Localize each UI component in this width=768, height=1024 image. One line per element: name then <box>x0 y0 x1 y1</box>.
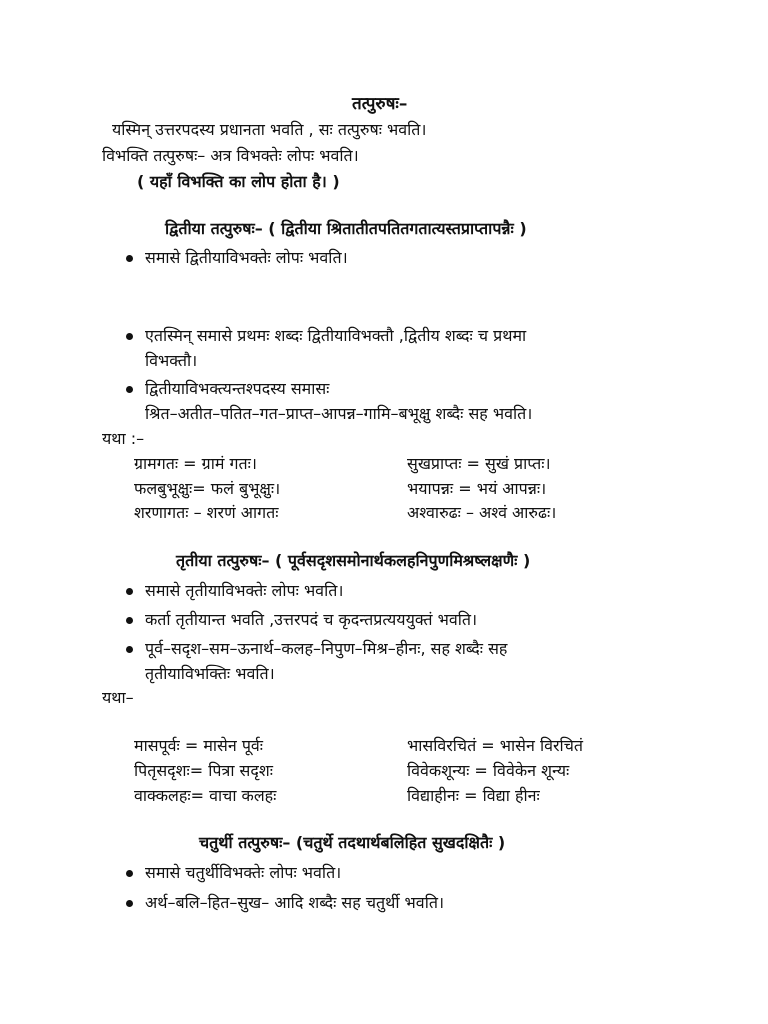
tritiya-heading: तृतीया तत्पुरुषः– ( पूर्वसदृशसमोनार्थकलहनिपुणमिश्रष्लक्षणैः ) <box>176 551 531 570</box>
bullet-icon <box>126 386 133 393</box>
tritiya-yatha: यथा– <box>102 688 134 707</box>
dvitiya-example-right: सुखप्राप्तः = सुखं प्राप्तः। <box>407 454 551 473</box>
dvitiya-bullet-3-line-1: द्वितीयाविभक्त्यन्तश्पदस्य समासः <box>145 379 330 398</box>
tritiya-example-left: मासपूर्वः = मासेन पूर्वः <box>134 736 264 755</box>
chaturthi-bullet-1: समासे चतुर्थीविभक्तेः लोपः भवति। <box>145 863 342 882</box>
section-title-tatpurusha: तत्पुरुषः– <box>352 94 408 114</box>
vibhakti-tatpurusha-line: विभक्ति तत्पुरुषः– अत्र विभक्तेः लोपः भवति। <box>102 146 359 165</box>
tritiya-example-left: वाक्कलहः= वाचा कलहः <box>134 786 277 805</box>
tritiya-bullet-1: समासे तृतीयाविभक्तेः लोपः भवति। <box>145 581 344 600</box>
dvitiya-bullet-2-line-2: विभक्तौ। <box>145 351 198 370</box>
tatpurusha-definition: यस्मिन् उत्तरपदस्य प्रधानता भवति , सः तत्पुरुषः भवति। <box>112 120 427 139</box>
dvitiya-example-left: ग्रामगतः = ग्रामं गतः। <box>134 454 257 473</box>
dvitiya-example-left: फलबुभूक्षुः= फलं बुभूक्षुः। <box>134 479 281 498</box>
dvitiya-example-right: भयापन्नः = भयं आपन्नः। <box>407 479 547 498</box>
dvitiya-heading: द्वितीया तत्पुरुषः– ( द्वितीया श्रितातीतपतितगतात्यस्तप्राप्तापन्नैः ) <box>165 219 527 238</box>
dvitiya-example-left: शरणागतः – शरणं आगतः <box>134 503 279 522</box>
tritiya-example-right: भासविरचितं = भासेन विरचितं <box>407 736 583 755</box>
bullet-icon <box>126 255 133 262</box>
dvitiya-yatha: यथा :– <box>102 429 145 448</box>
hindi-note: ( यहाँ विभक्ति का लोप होता है। ) <box>137 172 340 191</box>
bullet-icon <box>126 333 133 340</box>
bullet-icon <box>126 646 133 653</box>
dvitiya-bullet-2-line-1: एतस्मिन् समासे प्रथमः शब्दः द्वितीयाविभक्तौ ,द्वितीय शब्दः च प्रथमा <box>145 326 527 345</box>
bullet-icon <box>126 617 133 624</box>
dvitiya-bullet-1: समासे द्वितीयाविभक्तेः लोपः भवति। <box>145 248 348 267</box>
tritiya-example-right: विवेकशून्यः = विवेकेन शून्यः <box>407 761 570 780</box>
bullet-icon <box>126 588 133 595</box>
chaturthi-heading: चतुर्थी तत्पुरुषः– (चतुर्थे तदथार्थबलिहित सुखदक्षितैः ) <box>199 833 506 852</box>
dvitiya-bullet-3-line-2: श्रित–अतीत–पतित–गत–प्राप्त–आपन्न–गामि–बभूक्षु शब्दैः सह भवति। <box>145 404 533 423</box>
bullet-icon <box>126 870 133 877</box>
tritiya-bullet-2: कर्ता तृतीयान्त भवति ,उत्तरपदं च कृदन्तप्रत्यययुक्तं भवति। <box>145 610 478 629</box>
chaturthi-bullet-2: अर्थ–बलि–हित–सुख– आदि शब्दैः सह चतुर्थी भवति। <box>145 893 445 912</box>
tritiya-bullet-3-line-2: तृतीयाविभक्तिः भवति। <box>145 664 275 683</box>
tritiya-example-left: पितृसदृशः= पित्रा सदृशः <box>134 761 273 780</box>
tritiya-example-right: विद्याहीनः = विद्या हीनः <box>407 786 540 805</box>
bullet-icon <box>126 900 133 907</box>
dvitiya-example-right: अश्वारुढः – अश्वं आरुढः। <box>407 503 557 522</box>
tritiya-bullet-3-line-1: पूर्व–सदृश–सम–ऊनार्थ–कलह–निपुण–मिश्र–हीनः, सह शब्दैः सह <box>145 639 508 658</box>
